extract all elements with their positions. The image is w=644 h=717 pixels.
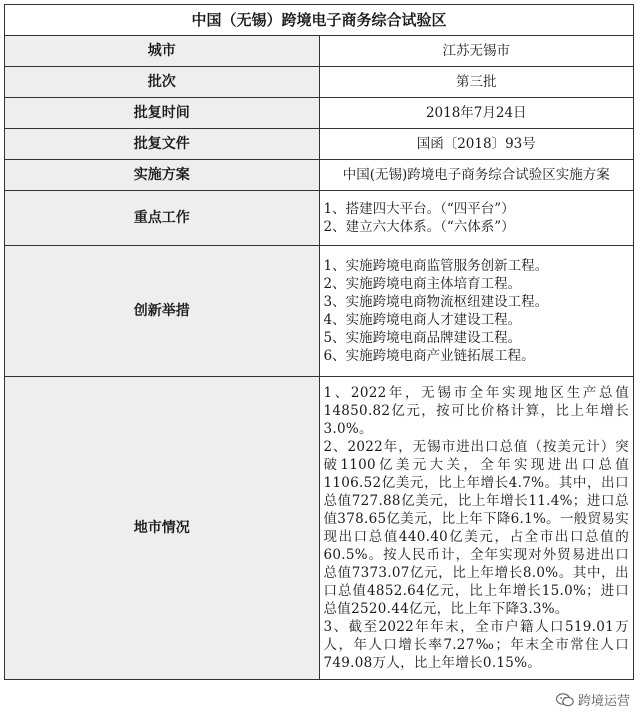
list-item: 1、搭建四大平台。（“四平台”） (323, 201, 515, 217)
list-item: 4、实施跨境电商人才建设工程。 (323, 312, 522, 328)
row-label-batch: 批次 (5, 67, 320, 98)
row-value-key-work (319, 191, 634, 246)
table-row (5, 160, 634, 191)
watermark (552, 688, 634, 711)
comprehensive-pilot-zone-table (4, 4, 634, 680)
table-row (5, 377, 634, 680)
list-item: 5、实施跨境电商品牌建设工程。 (323, 330, 522, 346)
row-value-city: 江苏无锡市 (319, 36, 634, 67)
list-item: 2、建立六大体系。（“六体系”） (323, 219, 515, 235)
table-row (5, 246, 634, 377)
local-paragraph: 3、截至2022年年末，全市户籍人口519.01万人，年人口增长率7.27‰；年末全市常住人口749.08万人，比上年增长0.15%。 (323, 619, 629, 671)
row-value-innovation (319, 246, 634, 377)
row-value-approval-doc: 国函〔2018〕93号 (319, 129, 634, 160)
row-value-approval-date: 2018年7月24日 (319, 98, 634, 129)
table-row (5, 36, 634, 67)
row-value-batch: 第三批 (319, 67, 634, 98)
list-item: 1、实施跨境电商监管服务创新工程。 (323, 258, 549, 274)
row-label-local: 地市情况 (5, 377, 320, 680)
list-item: 6、实施跨境电商产业链拓展工程。 (323, 348, 535, 364)
watermark-text: 跨境运营 (577, 694, 630, 709)
local-paragraph: 2、2022年，无锡市进出口总值（按美元计）突破1100亿美元大关，全年实现进出口总值1106.52亿美元，比上年增长4.7%。其中，出口总值727.88亿美元，比上年增长11.4%；进口总值378.65亿美元，比上年下降6.1%。一般贸易实现出口总值440.40亿美元，占全市出口总值的60.5%。按人民币计，全年实现对外贸易进出口总值7373.07亿元，比上年增长8.0%。其中，出口总值4852.64亿元，比上年增长15.0%；进口总值2520.44亿元，比上年下降3.3%。 (323, 439, 629, 617)
list-item: 3、实施跨境电商物流枢纽建设工程。 (323, 294, 549, 310)
list-item: 2、实施跨境电商主体培育工程。 (323, 276, 522, 292)
row-value-local (319, 377, 634, 680)
info-table (4, 4, 634, 680)
table-row (5, 129, 634, 160)
table-row (5, 98, 634, 129)
row-label-city: 城市 (5, 36, 320, 67)
table-row (5, 67, 634, 98)
row-label-key-work: 重点工作 (5, 191, 320, 246)
table-title-row (5, 5, 634, 36)
row-label-approval-doc: 批复文件 (5, 129, 320, 160)
row-label-plan: 实施方案 (5, 160, 320, 191)
row-label-innovation: 创新举措 (5, 246, 320, 377)
table-title: 中国（无锡）跨境电子商务综合试验区 (5, 5, 634, 36)
row-label-approval-date: 批复时间 (5, 98, 320, 129)
table-row (5, 191, 634, 246)
wechat-icon (556, 693, 574, 707)
row-value-plan: 中国(无锡)跨境电子商务综合试验区实施方案 (319, 160, 634, 191)
local-paragraph: 1、2022年，无锡市全年实现地区生产总值14850.82亿元，按可比价格计算，比上年增长3.0%。 (323, 385, 629, 437)
